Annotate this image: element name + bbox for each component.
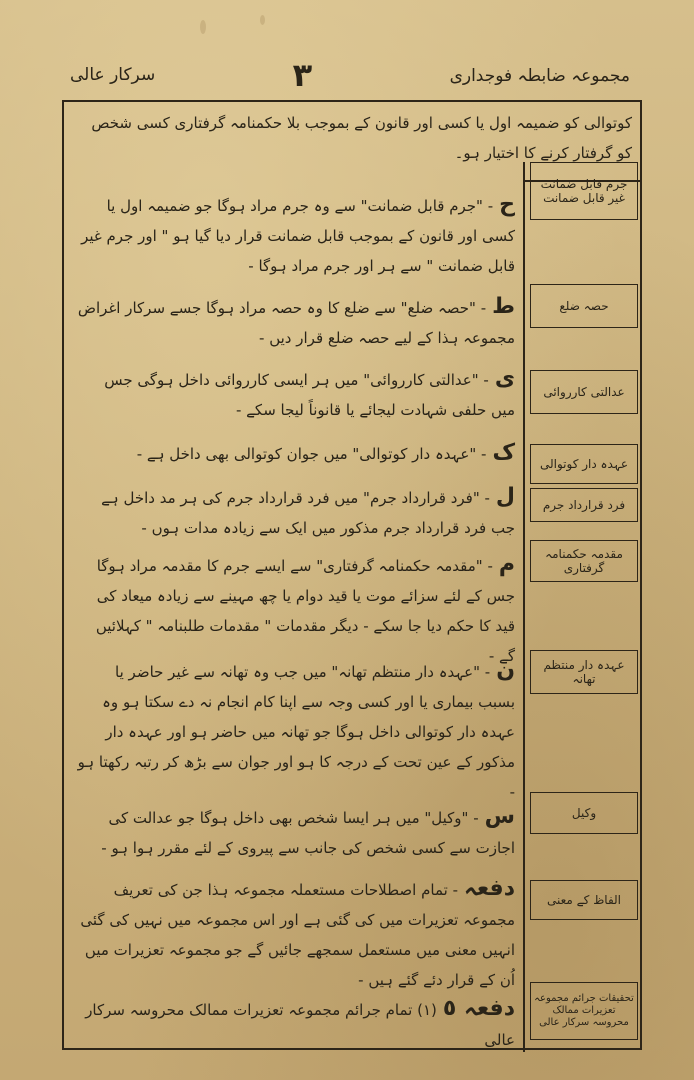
margin-term-box: مقدمہ حکمنامہ گرفتاری [530, 540, 638, 582]
clause-body: - تمام اصطلاحات مستعملہ مجموعہ ہذا جن کی تعریف مجموعہ تعزیرات میں کی گئی ہے اور اس مجموعہ میں نہیں کی گئی انہیں معنی میں مستعمل سمجھے جائیں گے جو مجموعہ تعزیرات میں اُن کے قرار دئے گئے ہیں - [80, 881, 515, 989]
clause-letter: ی [494, 366, 515, 391]
margin-term-box: عہدہ دار منتظم تھانہ [530, 650, 638, 694]
margin-term-box: تحقیقات جرائم مجموعہ تعزیرات ممالک محروسہ سرکار عالی [530, 982, 638, 1040]
clause-body: (١) تمام جرائم مجموعہ تعزیرات ممالک محروسہ سرکار عالی [85, 1001, 515, 1049]
page-header [70, 55, 630, 95]
clause-body: - "وکیل" میں ہر ایسا شخص بھی داخل ہوگا جو عدالت کی اجازت سے کسی شخص کی جانب سے پیروی کے لئے مقرر ہوا ہو - [101, 809, 515, 857]
section-text [76, 874, 515, 995]
page-number: ٣ [292, 56, 313, 94]
section-text [76, 656, 515, 807]
clause-body: - "عدالتی کارروائی" میں ہر ایسی کارروائی داخل ہوگی جس میں حلفی شہادت لیجائے یا قانوناً لیجا سکے - [104, 371, 515, 419]
content-frame [62, 100, 642, 1050]
section-text: کوتوالی کو ضمیمہ اول یا کسی اور قانون کے بموجب بلا حکمنامہ گرفتاری کسی شخص کو گرفتار کرنے کا اختیار ہو۔ [91, 114, 632, 162]
clause-letter: س [484, 804, 515, 829]
margin-term-box: عہدہ دار کوتوالی [530, 444, 638, 484]
clause-letter: م [498, 552, 515, 577]
clause-body: - "حصہ ضلع" سے ضلع کا وہ حصہ مراد ہوگا جسے سرکار اغراض مجموعہ ہذا کے لیے حصہ ضلع قرار دیں - [77, 299, 515, 347]
clause-letter: ن [496, 658, 515, 683]
clause-body: - "عہدہ دار منتظم تھانہ" میں جب وہ تھانہ سے غیر حاضر یا بسبب بیماری یا اور کسی وجہ سے اپنا کام انجام نہ دے سکتا ہو وہ عہدہ دار کوتوالی داخل ہوگا جو تھانہ میں حاضر ہو اور عہدہ دار مذکور کے عین تحت کے درجہ کا ہو اور جوان سے بڑھ کر رتبہ رکھتا ہو - [77, 663, 515, 801]
clause-letter: دفعہ ٥ [442, 996, 515, 1021]
margin-term-box: فرد قرارداد جرم [530, 488, 638, 522]
clause-letter: دفعہ [463, 876, 515, 901]
section-text [76, 292, 515, 353]
section-text [76, 994, 515, 1055]
margin-term-box: وکیل [530, 792, 638, 834]
section-text [76, 550, 515, 671]
clause-letter: ل [495, 484, 515, 509]
section-text [76, 438, 515, 469]
margin-divider [523, 162, 525, 1052]
margin-term-box: عدالتی کارروائی [530, 370, 638, 414]
ink-mark [260, 15, 265, 25]
margin-term-box: الفاظ کے معنی [530, 880, 638, 920]
section-text [76, 364, 515, 425]
clause-body: - "فرد قرارداد جرم" میں فرد قرارداد جرم کی ہر مد داخل ہے جب فرد قرارداد جرم مذکور میں ایک سے زیادہ مدات ہوں - [101, 489, 515, 537]
clause-body: - "عہدہ دار کوتوالی" میں جوان کوتوالی بھی داخل ہے - [136, 445, 487, 463]
clause-letter: ح [499, 192, 515, 217]
clause-letter: ک [492, 440, 515, 465]
clause-letter: ط [492, 294, 515, 319]
ink-mark [200, 20, 206, 34]
section-text [76, 482, 515, 543]
section-text [76, 190, 515, 281]
clause-body: - "مقدمہ حکمنامہ گرفتاری" سے ایسے جرم کا مقدمہ مراد ہوگا جس کے لئے سزائے موت یا قید دوام یا چھ مہینے سے زیادہ میعاد کی قید کا حکم دیا جا سکے - دیگر مقدمات " مقدمات طلبنامہ " کہلائیں گے - [95, 557, 515, 665]
margin-term-box: حصہ ضلع [530, 284, 638, 328]
clause-body: - "جرم قابل ضمانت" سے وہ جرم مراد ہوگا جو ضمیمہ اول یا کسی اور قانون کے بموجب قابل ضمانت قرار دیا گیا ہو " اور جرم غیر قابل ضمانت " سے ہر اور جرم مراد ہوگا - [81, 197, 515, 275]
header-right-title: مجموعہ ضابطہ فوجداری [449, 65, 630, 86]
section-text [76, 802, 515, 863]
header-left-title: سرکار عالی [70, 65, 156, 85]
margin-term-box: جرم قابل ضمانت غیر قابل ضمانت [530, 162, 638, 220]
